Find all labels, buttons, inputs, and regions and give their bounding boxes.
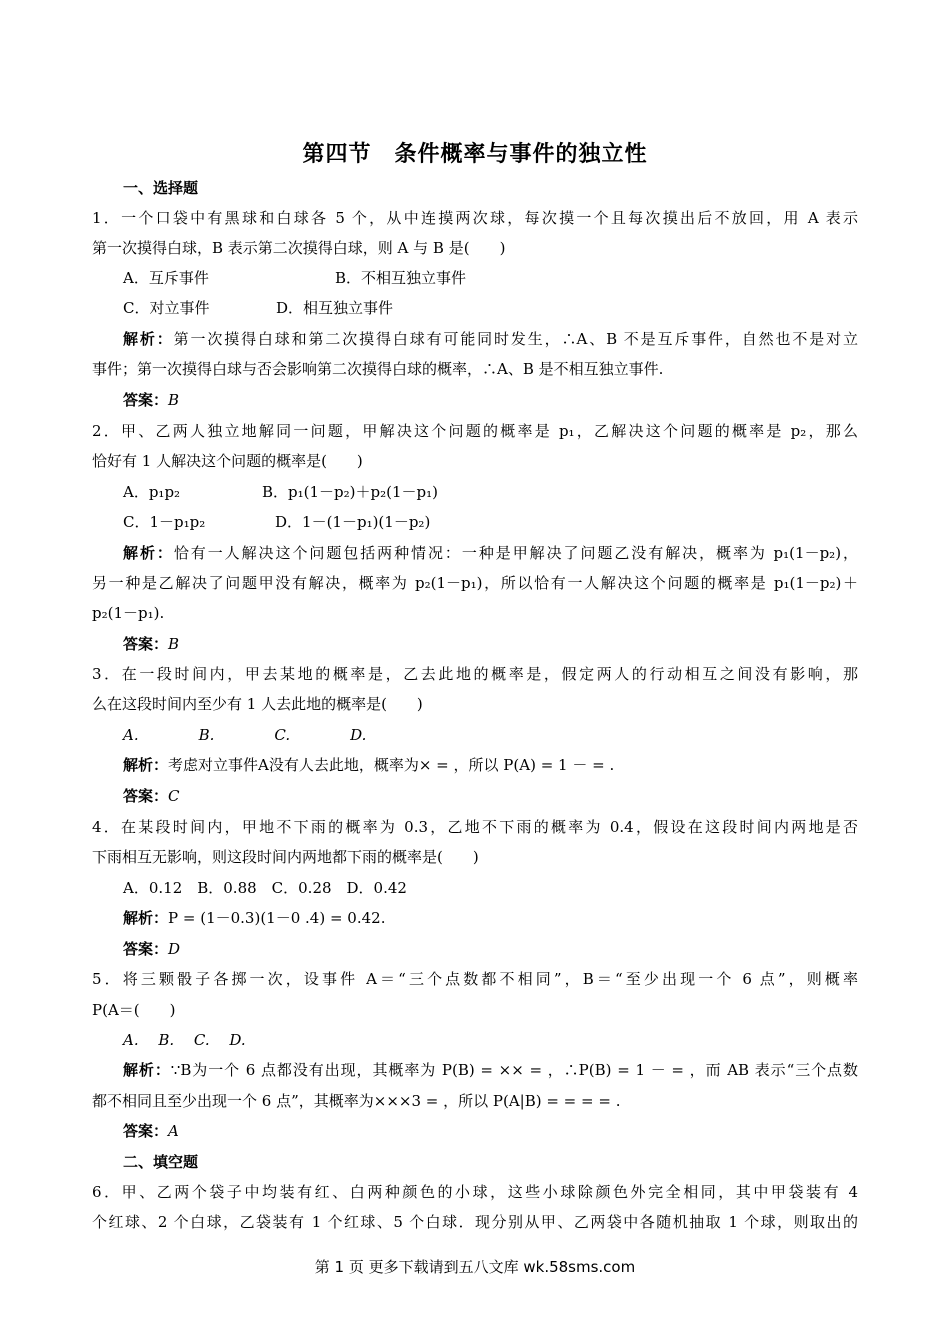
- q5-options: A. B. C. D.: [123, 1031, 246, 1049]
- answer-label: 答案：: [123, 1122, 169, 1140]
- answer-label: 答案：: [123, 635, 169, 653]
- q5-analysis-line1: [123, 1060, 858, 1080]
- q2-analysis-line2: 另一种是乙解决了问题甲没有解决，概率为 p₂(1－p₁)，所以恰有一人解决这个问题的概率是 p₁(1－p₂)＋: [92, 574, 858, 592]
- q2-option-c: C．1－p₁p₂: [123, 513, 206, 531]
- q5-analysis-text1: ∵B为一个 6 点都没有出现，其概率为 P(B) = ×× = ，∴P(B) = 1 － = ，而 AB 表示“三个点数: [170, 1061, 858, 1079]
- q4-stem-line1: 4．在某段时间内，甲地不下雨的概率为 0.3，乙地不下雨的概率为 0.4，假设在这段时间内两地是否: [92, 818, 858, 836]
- q3-answer: [123, 786, 180, 806]
- q2-answer: [123, 634, 179, 654]
- q4-answer: [123, 939, 180, 959]
- q2-option-a: A．p₁p₂: [123, 483, 181, 501]
- q2-analysis-text1: 恰有一人解决这个问题包括两种情况：一种是甲解决了问题乙没有解决，概率为 p₁(1－p₂)，: [173, 544, 858, 562]
- q4-answer-value: D: [168, 940, 181, 958]
- q4-analysis: [123, 908, 385, 928]
- q2-analysis-line3: p₂(1－p₁).: [92, 604, 165, 622]
- q5-analysis-line2: 都不相同且至少出现一个 6 点”，其概率为×××3 = ，所以 P(A|B) = = = = .: [92, 1092, 621, 1110]
- answer-label: 答案：: [123, 391, 169, 409]
- q3-stem-line2: 么在这段时间内至少有 1 人去此地的概率是( ): [92, 695, 423, 713]
- analysis-label: 解析：: [123, 330, 174, 348]
- q1-option-d: D．相互独立事件: [276, 299, 394, 317]
- q1-answer-value: B: [168, 391, 180, 409]
- q5-stem-line2: P(A＝( ): [92, 1001, 176, 1019]
- q1-analysis-text1: 第一次摸得白球和第二次摸得白球有可能同时发生，∴A、B 不是互斥事件，自然也不是对立: [173, 330, 858, 348]
- q2-option-d: D．1－(1－p₁)(1－p₂): [275, 513, 431, 531]
- q2-stem-line1: 2．甲、乙两人独立地解同一问题，甲解决这个问题的概率是 p₁，乙解决这个问题的概率是 p₂，那么: [92, 422, 858, 440]
- q1-stem-line2: 第一次摸得白球，B 表示第二次摸得白球，则 A 与 B 是( ): [92, 239, 506, 257]
- q1-option-b: B．不相互独立事件: [335, 269, 467, 287]
- q4-options: A．0.12 B．0.88 C．0.28 D．0.42: [123, 879, 407, 897]
- q6-stem-line2: 个红球、2 个白球，乙袋装有 1 个红球、5 个白球．现分别从甲、乙两袋中各随机抽取 1 个球，则取出的: [92, 1213, 858, 1231]
- q3-analysis: [123, 755, 614, 775]
- q3-analysis-text1: 考虑对立事件A没有人去此地，概率为× = ，所以 P(A) = 1 － = .: [168, 756, 615, 774]
- q2-analysis-line1: [123, 543, 858, 563]
- q3-answer-value: C: [168, 787, 180, 805]
- q3-stem-line1: 3．在一段时间内，甲去某地的概率是，乙去此地的概率是，假定两人的行动相互之间没有影响，那: [92, 665, 858, 683]
- section-heading-choice: 一、选择题: [123, 179, 199, 197]
- page-footer: 第 1 页 更多下载请到五八文库 wk.58sms.com: [314, 1258, 636, 1276]
- q4-analysis-text1: P = (1－0.3)(1－0 .4) = 0.42.: [168, 909, 386, 927]
- q3-options: A. B. C. D.: [123, 726, 367, 744]
- analysis-label: 解析：: [123, 544, 174, 562]
- page-title: 第四节 条件概率与事件的独立性: [302, 142, 648, 167]
- section-heading-fill: 二、填空题: [123, 1153, 199, 1171]
- analysis-label: 解析：: [123, 1061, 171, 1079]
- q1-option-c: C．对立事件: [123, 299, 210, 317]
- q2-stem-line2: 恰好有 1 人解决这个问题的概率是( ): [92, 452, 363, 470]
- q1-answer: [123, 390, 179, 410]
- q5-stem-line1: 5．将三颗骰子各掷一次，设事件 A＝“三个点数都不相同”，B＝“至少出现一个 6 点”，则概率: [92, 970, 858, 988]
- q1-stem-line1: 1．一个口袋中有黑球和白球各 5 个，从中连摸两次球，每次摸一个且每次摸出后不放回，用 A 表示: [92, 209, 858, 227]
- answer-label: 答案：: [123, 787, 169, 805]
- q4-stem-line2: 下雨相互无影响，则这段时间内两地都下雨的概率是( ): [92, 848, 479, 866]
- analysis-label: 解析：: [123, 756, 169, 774]
- q6-stem-line1: 6．甲、乙两个袋子中均装有红、白两种颜色的小球，这些小球除颜色外完全相同，其中甲袋装有 4: [92, 1183, 858, 1201]
- analysis-label: 解析：: [123, 909, 169, 927]
- answer-label: 答案：: [123, 940, 169, 958]
- q1-analysis-line1: [123, 329, 858, 349]
- q2-option-b: B．p₁(1－p₂)＋p₂(1－p₁): [262, 483, 438, 501]
- q5-answer-value: A: [168, 1122, 179, 1140]
- q5-answer: [123, 1121, 179, 1141]
- q1-analysis-line2: 事件；第一次摸得白球与否会影响第二次摸得白球的概率，∴A、B 是不相互独立事件.: [92, 360, 664, 378]
- q2-answer-value: B: [168, 635, 180, 653]
- q1-option-a: A．互斥事件: [123, 269, 209, 287]
